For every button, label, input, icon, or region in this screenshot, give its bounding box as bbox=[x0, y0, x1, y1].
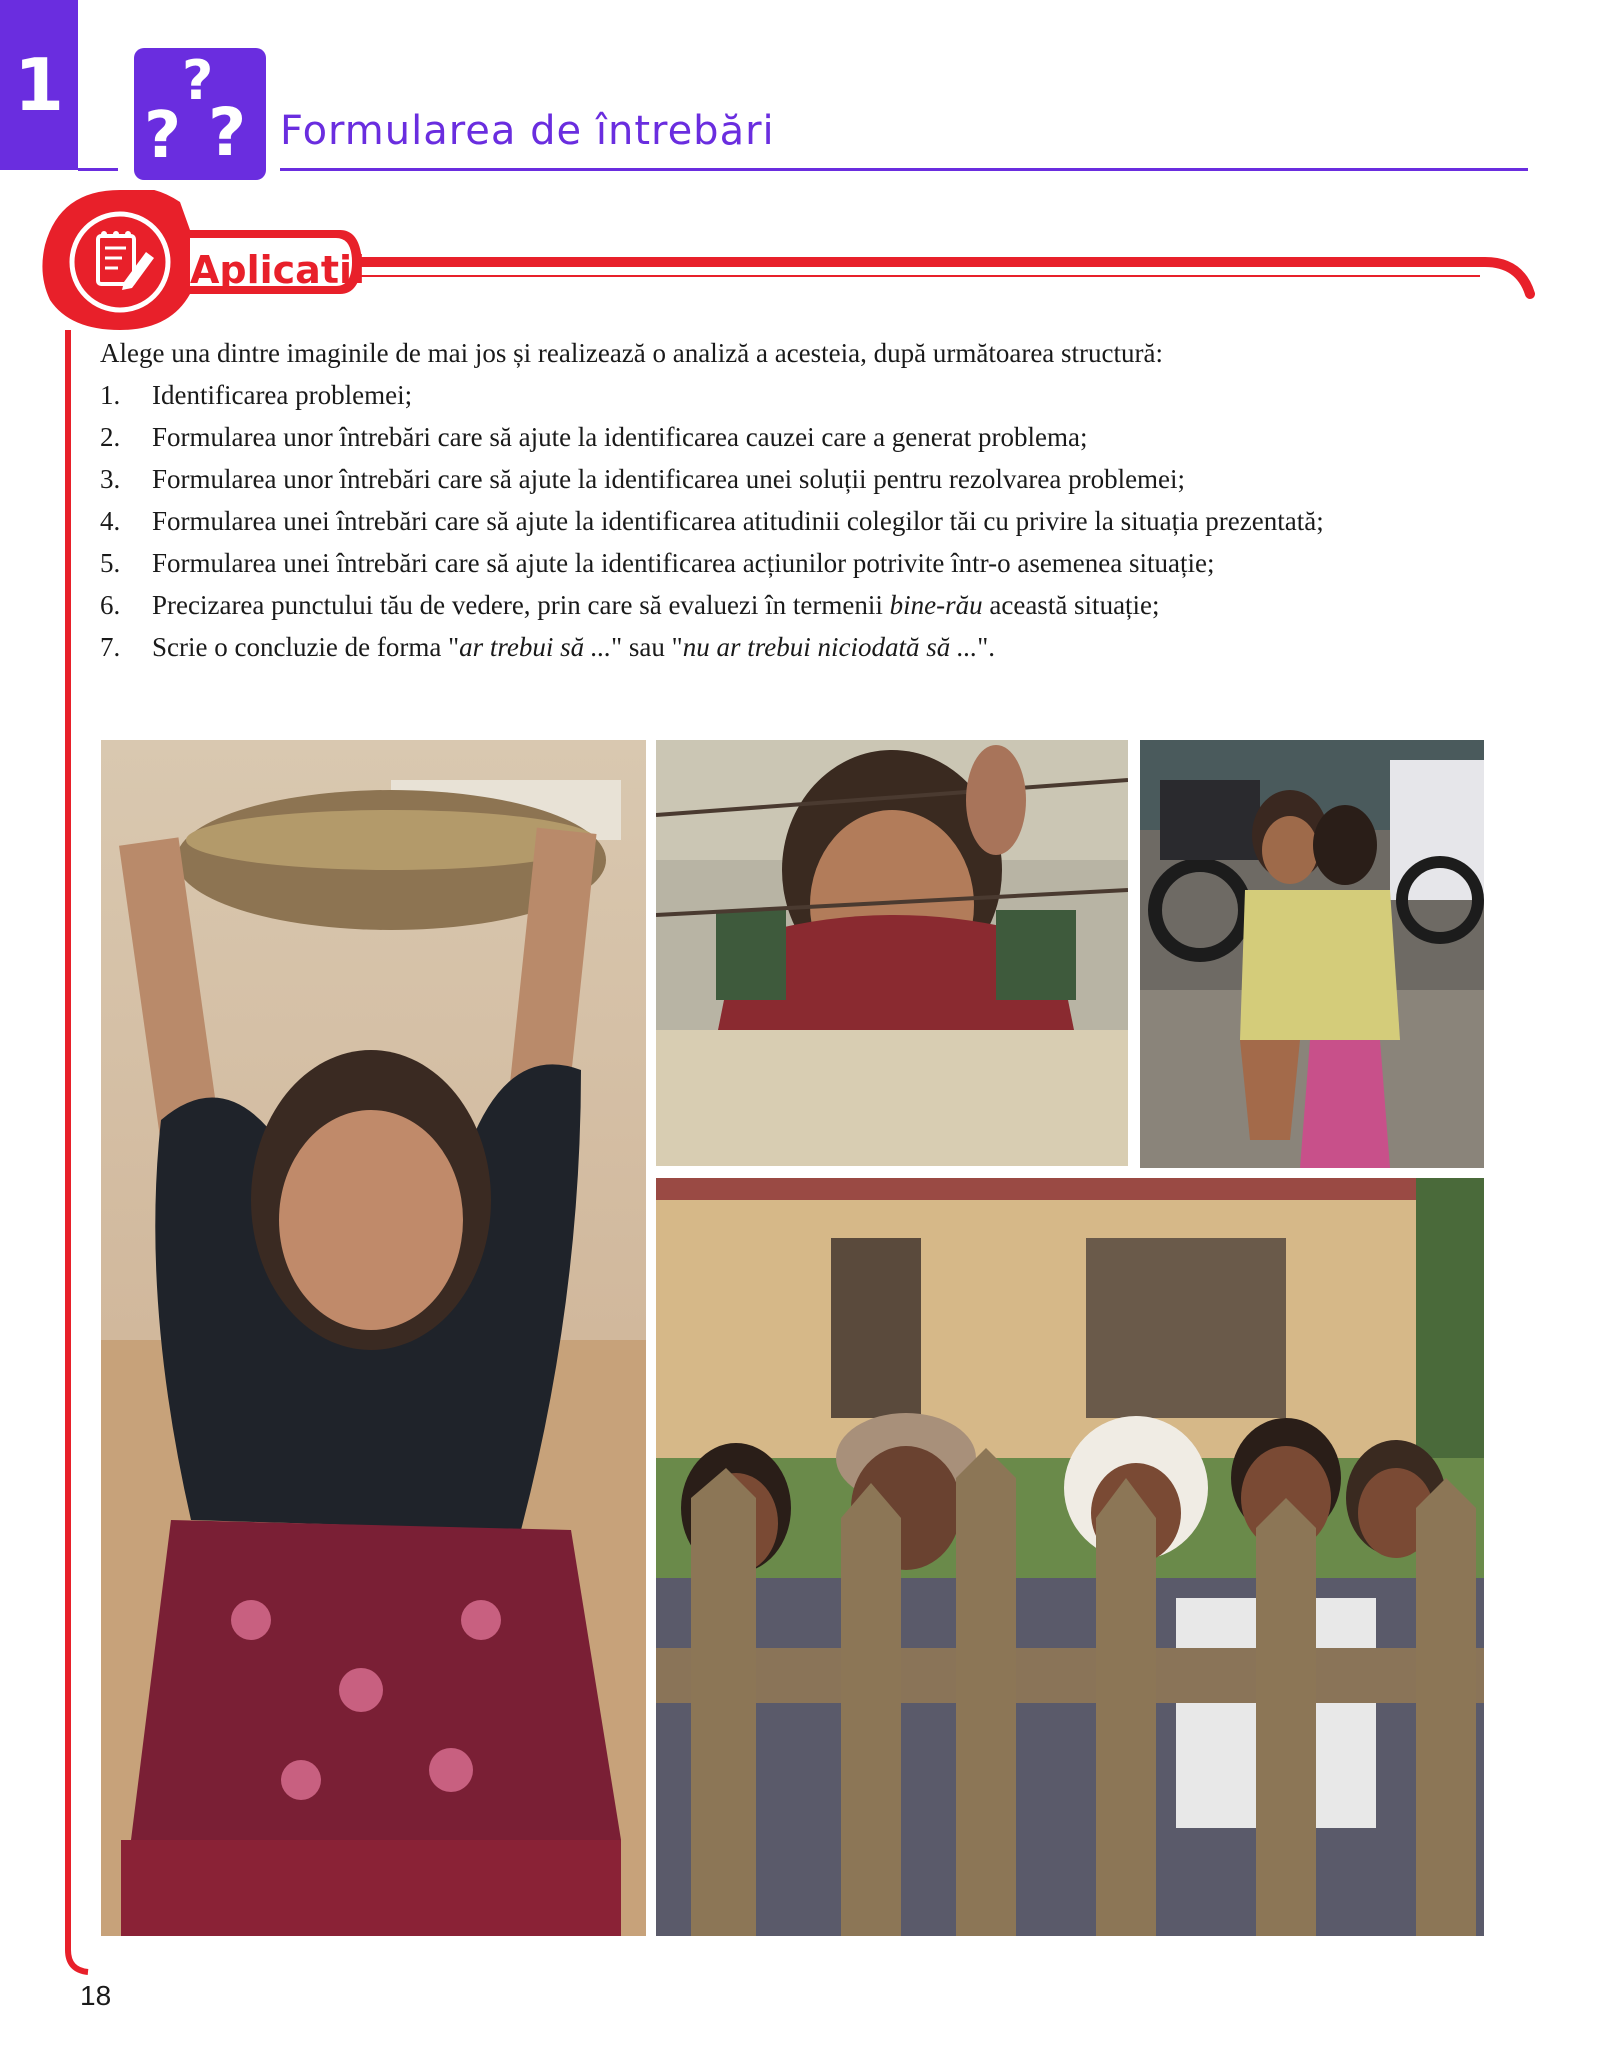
list-item: 1. Identificarea problemei; bbox=[100, 380, 413, 410]
tab-underline bbox=[78, 168, 118, 171]
list-item: 3. Formularea unor întrebări care să ajute la identificarea unei soluții pentru rezolvarea problemei; bbox=[100, 464, 1186, 494]
question-marks-icon: ? ? ? bbox=[134, 48, 266, 180]
applications-title: Aplicații bbox=[190, 248, 366, 292]
page-number: 18 bbox=[80, 1980, 112, 2011]
chapter-number: 1 bbox=[13, 43, 65, 127]
instructions-intro: Alege una dintre imaginile de mai jos și realizează o analiză a acesteia, după următoarea structură: bbox=[100, 338, 1163, 368]
header-divider bbox=[280, 168, 1528, 171]
section-title: Formularea de întrebări bbox=[280, 108, 775, 154]
list-item: 5. Formularea unei întrebări care să ajute la identificarea acțiunilor potrivite într-o asemenea situație; bbox=[100, 548, 1215, 578]
photo-children-behind-fence bbox=[656, 1178, 1484, 1936]
list-item: 2. Formularea unor întrebări care să ajute la identificarea cauzei care a generat problema; bbox=[100, 422, 1088, 452]
photo-boy-behind-barbed-wire bbox=[656, 740, 1128, 1166]
list-item: 7. Scrie o concluzie de forma "ar trebui să ..." sau "nu ar trebui niciodată să ...". bbox=[100, 632, 995, 662]
photo-girl-carrying-basket bbox=[101, 740, 646, 1936]
instructions-list bbox=[100, 374, 1510, 668]
photo-children-near-motorbikes bbox=[1140, 740, 1484, 1168]
chapter-number-tab bbox=[0, 0, 78, 170]
list-item: 4. Formularea unei întrebări care să ajute la identificarea atitudinii colegilor tăi cu privire la situația prezentată; bbox=[100, 506, 1324, 536]
list-item: 6. Precizarea punctului tău de vedere, prin care să evaluezi în termenii bine-rău această situație; bbox=[100, 590, 1160, 620]
